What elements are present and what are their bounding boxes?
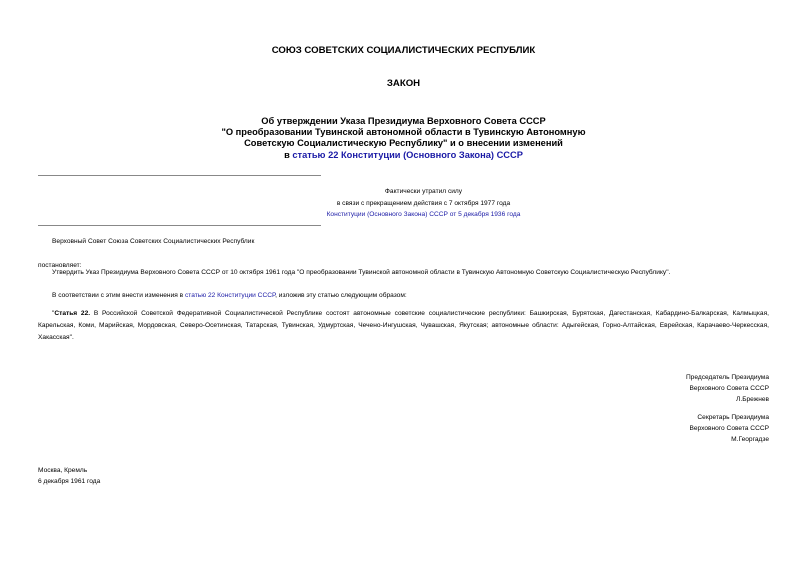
secretary-name: М.Георгадзе bbox=[731, 436, 769, 444]
chairman-title-1: Председатель Президиума bbox=[685, 374, 769, 381]
article-22-body: В Российской Советской Федеративной Социалистической Республике состоят автономные советские социалистические республики: Башкирская, Бурятская, Дагестанская, Кабардино-Балкарская, Калмыцкая, Карельская, Коми, Марийская, Мордовская, Северо-Осетинская, Татарская, Тувинская, Удмуртская, Чечено-Ингушская, Чувашская, Якутская; автономные области: Адыгейская, Горно-Алтайская, Еврейская, Карачаево-Черкесская, Хакасская". bbox=[38, 310, 769, 342]
status-line-1: Фактически утратил силу bbox=[384, 188, 463, 195]
chairman-name: Л.Брежнев bbox=[736, 396, 769, 404]
article-quote-open: " bbox=[52, 310, 55, 317]
chairman-signature bbox=[686, 372, 769, 406]
issuer-text: Верховный Совет Союза Советских Социалистических Республик bbox=[52, 238, 255, 245]
secretary-title-2: Верховного Совета СССР bbox=[689, 425, 769, 433]
constitution-article-22-link[interactable]: статью 22 Конституции (Основного Закона) СССР bbox=[292, 149, 523, 160]
top-divider bbox=[38, 175, 321, 176]
paragraph-2-suffix: , изложив эту статью следующим образом: bbox=[275, 292, 407, 299]
bottom-divider bbox=[38, 225, 321, 226]
paragraph-2-prefix: В соответствии с этим внести изменения в bbox=[52, 292, 185, 299]
secretary-title-1: Секретарь Президиума bbox=[697, 414, 769, 421]
status-line-2: в связи с прекращением действия с 7 октября 1977 года bbox=[336, 199, 511, 207]
paragraph-1: Утвердить Указ Президиума Верховного Совета СССР от 10 октября 1961 года "О преобразовании Тувинской автономной области в Тувинскую Автономную Советскую Социалистическую Республику". bbox=[52, 269, 671, 276]
place-and-date bbox=[38, 465, 100, 488]
title-line-4-prefix: в bbox=[284, 149, 293, 160]
article-22-text bbox=[38, 308, 769, 345]
constitution-1936-link[interactable]: Конституции (Основного Закона) СССР от 5 декабря 1936 года bbox=[326, 211, 521, 218]
paragraph-2 bbox=[52, 290, 769, 302]
place-date: 6 декабря 1961 года bbox=[38, 478, 101, 486]
article-22-label: Статья 22. bbox=[54, 310, 91, 317]
constitution-article-22-ussr-link[interactable]: статью 22 Конституции СССР bbox=[185, 292, 276, 299]
place-city: Москва, Кремль bbox=[38, 467, 88, 474]
decrees-text: постановляет: bbox=[38, 262, 82, 269]
document-title bbox=[0, 116, 807, 161]
title-line-4 bbox=[0, 150, 807, 161]
title-line-1: Об утверждении Указа Президиума Верховного Совета СССР bbox=[261, 116, 546, 126]
title-line-2: "О преобразовании Тувинской автономной области в Тувинскую Автономную bbox=[221, 127, 586, 138]
union-heading: СОЮЗ СОВЕТСКИХ СОЦИАЛИСТИЧЕСКИХ РЕСПУБЛИК bbox=[271, 45, 536, 56]
secretary-signature bbox=[689, 412, 769, 446]
document-type-heading: ЗАКОН bbox=[386, 78, 421, 89]
title-line-3: Советскую Социалистическую Республику" и о внесении изменений bbox=[244, 138, 563, 149]
status-note bbox=[220, 186, 627, 221]
chairman-title-2: Верховного Совета СССР bbox=[689, 385, 769, 393]
